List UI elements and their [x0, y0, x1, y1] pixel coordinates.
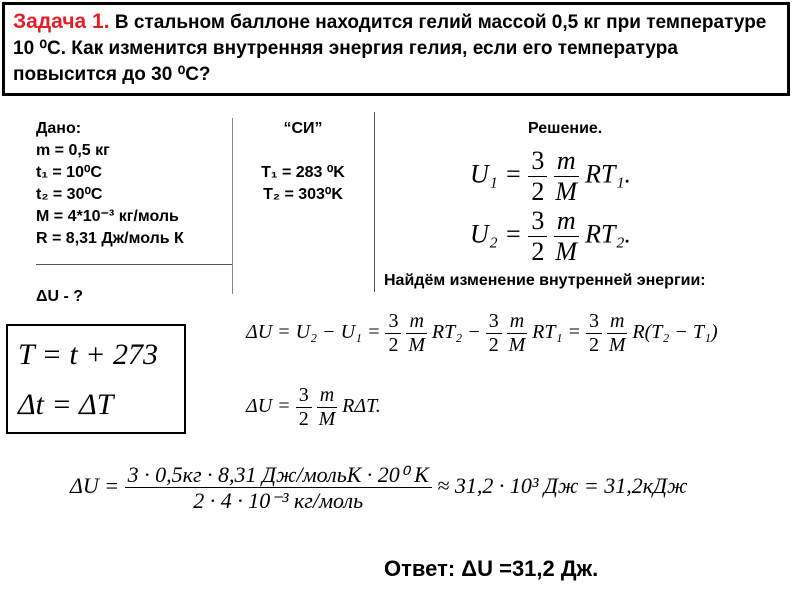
- du-end: R(T₂ − T₁): [632, 321, 718, 344]
- given-line: R = 8,31 Дж/моль К: [36, 230, 184, 247]
- u1-lhs: U₁ =: [470, 159, 522, 189]
- formula-delta-u-derivation: [246, 310, 718, 357]
- si-header: “СИ”: [283, 120, 323, 137]
- given-line: m = 0,5 кг: [36, 142, 110, 159]
- du-mid1: RT₂ −: [431, 321, 481, 344]
- fraction-m-over-M: $\frac{m}{M}$: [555, 146, 578, 206]
- fraction-three-halves: $\frac{3}{2}$: [586, 310, 602, 357]
- fraction-three-halves: $\frac{3}{2}$: [528, 146, 547, 207]
- task-statement-box: [2, 2, 790, 96]
- solution-header: Решение.: [528, 120, 603, 137]
- find-change-text: Найдём изменение внутренней энергии:: [384, 272, 706, 289]
- temperature-relation-box: [6, 324, 186, 434]
- u2-rt: RT₂.: [585, 219, 632, 249]
- fraction-m-over-M: $\frac{m}{M}$: [608, 310, 626, 356]
- answer-text: Ответ: ΔU =31,2 Дж.: [384, 556, 599, 581]
- formula-u1: [470, 146, 631, 207]
- relation-t: T = t + 273: [18, 338, 158, 371]
- du-mid2: RT₁ =: [532, 321, 581, 344]
- fraction-three-halves: $\frac{3}{2}$: [296, 384, 312, 431]
- si-line: T₂ = 303⁰K: [263, 186, 343, 203]
- du-short-lhs: ΔU =: [246, 395, 291, 418]
- si-divider: [232, 118, 233, 294]
- relation-delta: Δt = ΔT: [18, 388, 114, 421]
- formula-delta-u-short: [246, 384, 381, 431]
- calc-result: ≈ 31,2 · 10³ Дж = 31,2кДж: [437, 472, 688, 498]
- u2-lhs: U₂ =: [470, 219, 522, 249]
- fraction-three-halves: $\frac{3}{2}$: [486, 310, 502, 357]
- du-short-end: RΔT.: [342, 395, 381, 418]
- calc-denominator: 2 · 4 · 10⁻³ кг/моль: [193, 488, 364, 514]
- calc-fraction: [125, 462, 432, 514]
- given-line: t₁ = 10⁰С: [36, 164, 102, 181]
- find-unknown: ΔU - ?: [36, 288, 84, 305]
- given-section: [36, 118, 236, 250]
- calc-numerator: 3 · 0,5кг · 8,31 Дж/мольК · 20⁰ К: [125, 462, 432, 488]
- calc-lhs: ΔU =: [70, 472, 120, 498]
- solution-divider: [374, 112, 375, 292]
- fraction-three-halves: $\frac{3}{2}$: [528, 206, 547, 267]
- si-section: [248, 118, 358, 206]
- given-line: t₂ = 30⁰С: [36, 186, 103, 203]
- given-line: M = 4*10⁻³ кг/моль: [36, 208, 179, 225]
- fraction-m-over-M: $\frac{m}{M}$: [318, 384, 336, 430]
- fraction-m-over-M: $\frac{m}{M}$: [508, 310, 526, 356]
- task-title: Задача 1.: [13, 10, 110, 33]
- si-line: T₁ = 283 ⁰K: [261, 164, 345, 181]
- given-header: Дано:: [36, 120, 82, 137]
- du-lhs: ΔU = U₂ − U₁ =: [246, 321, 381, 344]
- task-text: В стальном баллоне находится гелий массой 0,5 кг при температуре 10 ⁰С. Как изменится внутренняя энергия гелия, если его температура повысится до 30 ⁰С?: [13, 12, 767, 85]
- fraction-m-over-M: $\frac{m}{M}$: [555, 206, 578, 266]
- formula-u2: [470, 206, 631, 267]
- given-divider: [36, 264, 232, 265]
- fraction-three-halves: $\frac{3}{2}$: [385, 310, 401, 357]
- u1-rt: RT₁.: [585, 159, 632, 189]
- fraction-m-over-M: $\frac{m}{M}$: [408, 310, 426, 356]
- formula-calculation: [70, 462, 687, 514]
